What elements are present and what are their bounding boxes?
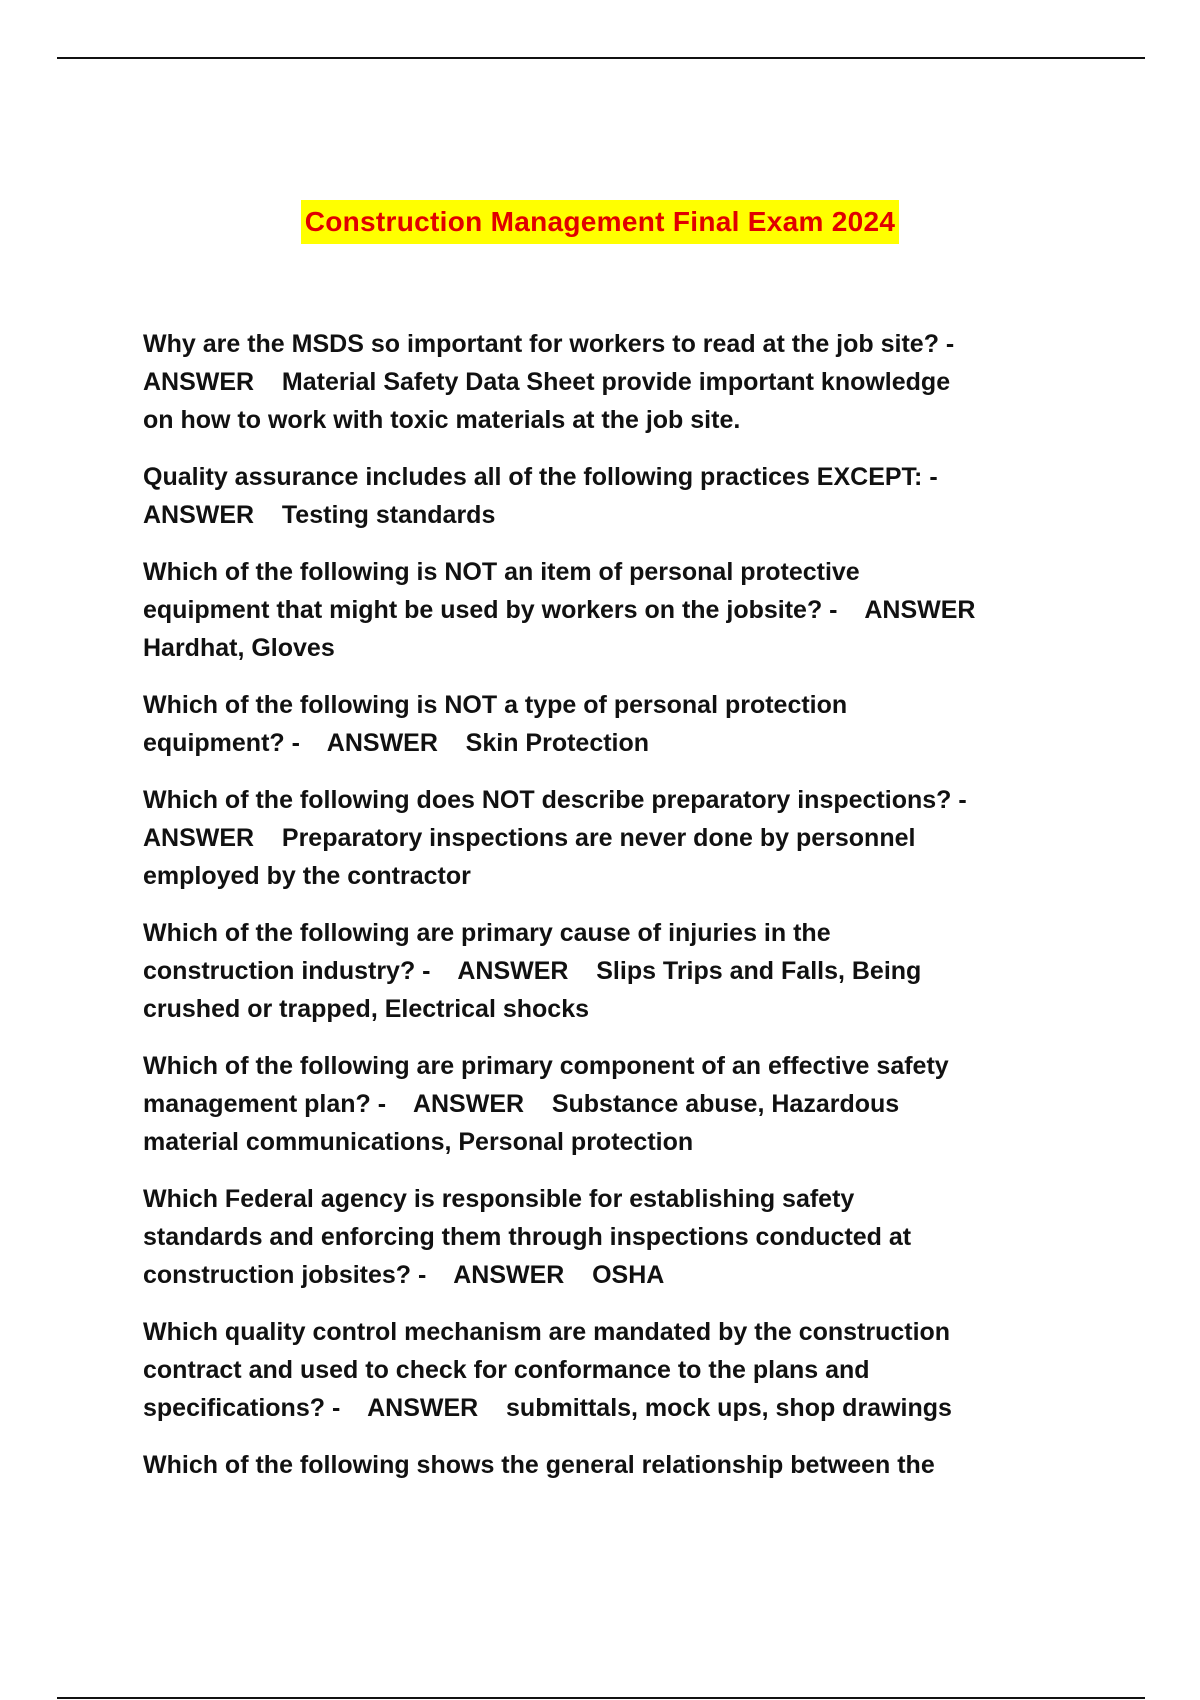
qa-line: Quality assurance includes all of the following practices EXCEPT: - <box>143 463 938 491</box>
qa-line: management plan? - ANSWER Substance abuse, Hazardous <box>143 1090 900 1118</box>
qa-line: equipment? - ANSWER Skin Protection <box>143 729 650 757</box>
qa-line: Which of the following are primary component of an effective safety <box>143 1052 949 1080</box>
qa-item <box>143 1446 1143 1484</box>
qa-item <box>143 914 1143 1028</box>
qa-line: ANSWER Material Safety Data Sheet provide important knowledge <box>143 368 951 396</box>
qa-line: Which of the following is NOT an item of personal protective <box>143 558 860 586</box>
qa-line: crushed or trapped, Electrical shocks <box>143 995 589 1023</box>
qa-line: Why are the MSDS so important for workers to read at the job site? - <box>143 330 955 358</box>
qa-item <box>143 553 1143 667</box>
document-title: Construction Management Final Exam 2024 <box>301 200 900 244</box>
qa-line: contract and used to check for conformance to the plans and <box>143 1356 870 1384</box>
qa-line: Which of the following does NOT describe preparatory inspections? - <box>143 786 967 814</box>
qa-line: Which Federal agency is responsible for establishing safety <box>143 1185 855 1213</box>
qa-line: standards and enforcing them through inspections conducted at <box>143 1223 912 1251</box>
qa-item <box>143 1047 1143 1161</box>
qa-line: ANSWER Preparatory inspections are never done by personnel <box>143 824 916 852</box>
top-rule <box>57 57 1145 59</box>
qa-item <box>143 781 1143 895</box>
qa-item <box>143 1313 1143 1427</box>
qa-line: Which of the following shows the general relationship between the <box>143 1451 935 1479</box>
qa-line: specifications? - ANSWER submittals, mock ups, shop drawings <box>143 1394 952 1422</box>
qa-item <box>143 458 1143 534</box>
qa-line: employed by the contractor <box>143 862 471 890</box>
qa-line: equipment that might be used by workers on the jobsite? - ANSWER <box>143 596 976 624</box>
qa-item <box>143 1180 1143 1294</box>
qa-line: Which of the following is NOT a type of personal protection <box>143 691 848 719</box>
qa-item <box>143 325 1143 439</box>
qa-line: Hardhat, Gloves <box>143 634 335 662</box>
qa-list <box>143 325 1143 1503</box>
bottom-rule <box>57 1697 1145 1699</box>
qa-line: material communications, Personal protection <box>143 1128 694 1156</box>
qa-line: construction industry? - ANSWER Slips Trips and Falls, Being <box>143 957 922 985</box>
qa-item <box>143 686 1143 762</box>
qa-line: on how to work with toxic materials at the job site. <box>143 406 741 434</box>
qa-line: construction jobsites? - ANSWER OSHA <box>143 1261 665 1289</box>
qa-line: Which of the following are primary cause of injuries in the <box>143 919 831 947</box>
qa-line: Which quality control mechanism are mandated by the construction <box>143 1318 951 1346</box>
qa-line: ANSWER Testing standards <box>143 501 496 529</box>
